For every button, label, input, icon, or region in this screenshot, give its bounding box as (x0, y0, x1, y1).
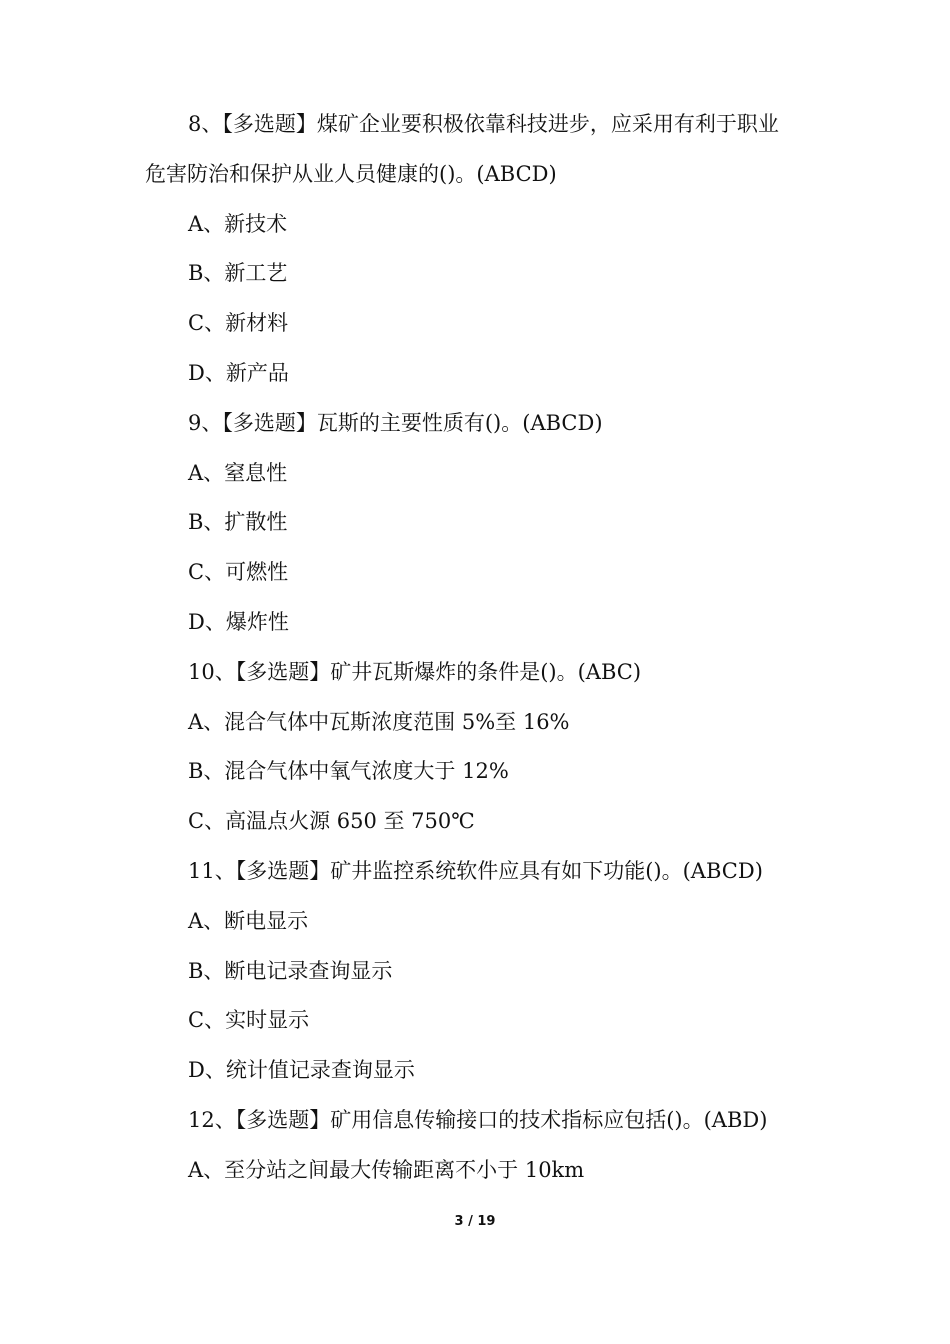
question-11-option-d: D、统计值记录查询显示 (188, 1058, 415, 1083)
question-10-option-a: A、混合气体中瓦斯浓度范围 5%至 16% (188, 709, 570, 734)
question-9-option-c: C、可燃性 (188, 560, 289, 585)
question-9-option-d: D、爆炸性 (188, 609, 289, 634)
question-10-option-b: B、混合气体中氧气浓度大于 12% (188, 759, 509, 784)
question-11-text: 11、【多选题】矿井监控系统软件应具有如下功能()。(ABCD) (188, 858, 763, 883)
page-number: 3 / 19 (454, 1214, 496, 1229)
question-8-option-c: C、新材料 (188, 311, 289, 336)
question-11-option-a: A、断电显示 (188, 908, 309, 933)
question-8-option-a: A、新技术 (188, 211, 288, 236)
question-10-text: 10、【多选题】矿井瓦斯爆炸的条件是()。(ABC) (188, 659, 642, 684)
question-11-option-c: C、实时显示 (188, 1008, 310, 1033)
question-9-text: 9、【多选题】瓦斯的主要性质有()。(ABCD) (188, 410, 603, 435)
question-8-text-line2: 危害防治和保护从业人员健康的()。(ABCD) (145, 161, 557, 186)
question-9-option-a: A、窒息性 (188, 460, 288, 485)
question-10-option-c: C、高温点火源 650 至 750℃ (188, 809, 475, 834)
question-list (145, 100, 825, 1196)
question-9-option-b: B、扩散性 (188, 510, 288, 535)
question-8-text-line1: 8、【多选题】煤矿企业要积极依靠科技进步，应采用有利于职业 (188, 112, 779, 136)
question-8-option-d: D、新产品 (188, 360, 289, 385)
question-11-option-b: B、断电记录查询显示 (188, 958, 393, 983)
question-12-option-a: A、至分站之间最大传输距离不小于 10km (188, 1157, 585, 1182)
question-12-text: 12、【多选题】矿用信息传输接口的技术指标应包括()。(ABD) (188, 1107, 768, 1132)
question-8-option-b: B、新工艺 (188, 261, 288, 286)
